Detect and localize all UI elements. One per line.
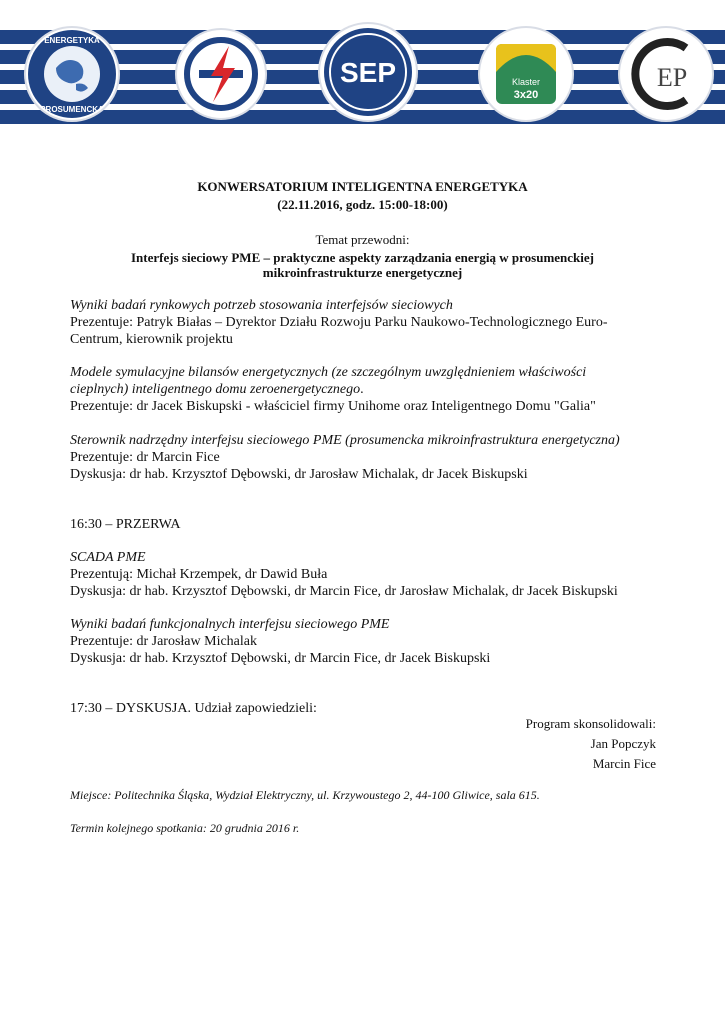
- logo-text-top: ENERGETYKA: [44, 36, 100, 45]
- next-meeting: Termin kolejnego spotkania: 20 grudnia 2016 r.: [70, 821, 300, 835]
- session-title-end: .: [360, 382, 364, 397]
- session-4: [70, 549, 670, 600]
- session-title: Wyniki badań rynkowych potrzeb stosowania interfejsów sieciowych: [70, 298, 453, 313]
- event-date: (22.11.2016, godz. 15:00-18:00): [277, 197, 448, 212]
- session-discussion: Dyskusja: dr hab. Krzysztof Dębowski, dr Jarosław Michalak, dr Jacek Biskupski: [70, 467, 528, 482]
- session-title: SCADA PME: [70, 550, 146, 565]
- session-title: Sterownik nadrzędny interfejsu sieciowego PME (prosumencka mikroinfrastruktura energetyczna): [70, 433, 620, 448]
- consolidated-name: Marcin Fice: [592, 756, 656, 771]
- session-5: [70, 616, 670, 667]
- sep-logo-text: SEP: [339, 57, 397, 88]
- theme-line-2: mikroinfrastrukturze energetycznej: [262, 265, 463, 280]
- session-title-line: Modele symulacyjne bilansów energetycznych (ze szczególnym uwzględnieniem właściwości: [70, 365, 587, 380]
- theme-line-1: Interfejs sieciowy PME – praktyczne aspekty zarządzania energią w prosumenckiej: [131, 250, 594, 265]
- break-label: 16:30 – PRZERWA: [70, 517, 181, 532]
- page-title: KONWERSATORIUM INTELIGENTNA ENERGETYKA: [197, 179, 528, 194]
- meeting-place: Miejsce: Politechnika Śląska, Wydział Elektryczny, ul. Krzywoustego 2, 44-100 Gliwice, sala 615.: [70, 788, 540, 802]
- electric-association-logo: [177, 30, 265, 118]
- consolidated-name: Jan Popczyk: [590, 736, 656, 751]
- klaster-number: 3x20: [513, 89, 539, 101]
- consolidated-block: [526, 714, 656, 774]
- session-discussion: Dyskusja: dr hab. Krzysztof Dębowski, dr Marcin Fice, dr Jarosław Michalak, dr Jacek Biskupski: [70, 584, 618, 599]
- session-title: Wyniki badań funkcjonalnych interfejsu sieciowego PME: [70, 617, 390, 632]
- session-1: [70, 297, 670, 348]
- logo-text-bottom: PROSUMENCKA: [40, 105, 104, 114]
- header-banner: [0, 22, 725, 132]
- klaster-text: Klaster: [511, 77, 541, 87]
- theme-label: Temat przewodni:: [315, 232, 410, 247]
- sep-logo: [320, 24, 416, 120]
- session-3: [70, 432, 670, 483]
- cep-logo-text: EP: [656, 63, 688, 92]
- session-presenter: Prezentuje: dr Marcin Fice: [70, 450, 220, 465]
- session-presenter: Prezentuje: dr Jacek Biskupski - właściciel firmy Unihome oraz Inteligentnego Domu "Galia": [70, 399, 596, 414]
- klaster-3x20-logo: [480, 28, 572, 120]
- session-presenter: Prezentuje: dr Jarosław Michalak: [70, 634, 257, 649]
- session-presenter-cont: Centrum, kierownik projektu: [70, 332, 233, 347]
- consolidated-label: Program skonsolidowali:: [525, 716, 656, 731]
- session-presenter: Prezentują: Michał Krzempek, dr Dawid Buła: [70, 567, 328, 582]
- session-discussion: Dyskusja: dr hab. Krzysztof Dębowski, dr Marcin Fice, dr Jacek Biskupski: [70, 651, 491, 666]
- session-presenter: Prezentuje: Patryk Białas – Dyrektor Działu Rozwoju Parku Naukowo-Technologicznego Euro-: [70, 315, 608, 330]
- cep-logo: [620, 28, 712, 120]
- discussion-label: 17:30 – DYSKUSJA. Udział zapowiedzieli:: [70, 701, 317, 716]
- session-title-line: cieplnych) inteligentnego domu zeroenergetycznego: [70, 382, 361, 397]
- energetyka-prosumencka-logo: [26, 28, 118, 120]
- session-2: [70, 364, 670, 415]
